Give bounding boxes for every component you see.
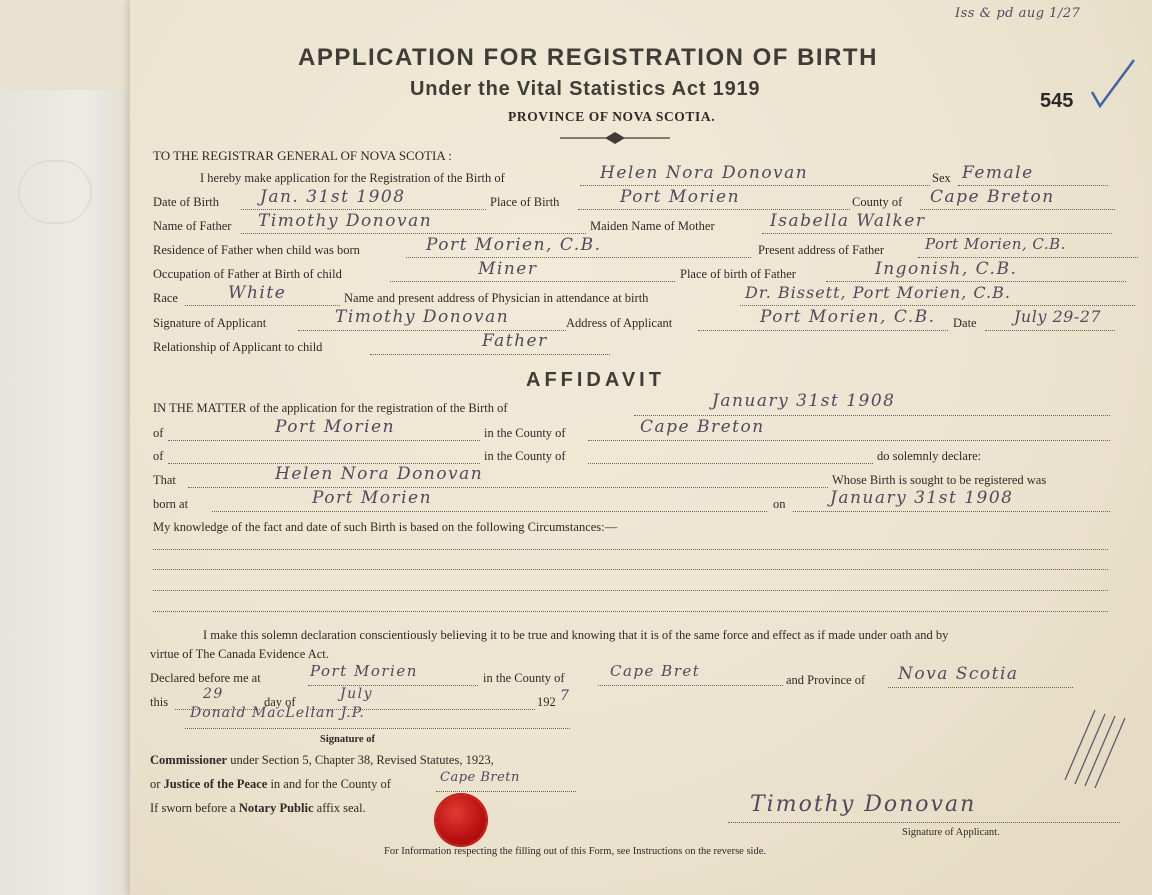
matter-value: January 31st 1908 — [712, 391, 896, 411]
father-pob-label: Place of birth of Father — [680, 267, 796, 281]
dotted-line — [793, 511, 1110, 512]
wax-seal — [436, 795, 486, 845]
knowledge-label: My knowledge of the fact and date of such Birth is based on the following Circumstances:— — [153, 520, 618, 534]
affidavit-heading: AFFIDAVIT — [526, 369, 665, 391]
address-value: Port Morien, C.B. — [760, 307, 936, 327]
dotted-line — [406, 257, 751, 258]
province-value: Nova Scotia — [898, 664, 1019, 684]
whose-label: Whose Birth is sought to be registered was — [832, 473, 1047, 487]
dotted-line — [188, 487, 828, 488]
of-value: Port Morien — [275, 417, 396, 437]
pob-label: Place of Birth — [490, 195, 560, 209]
jp-line — [150, 777, 391, 792]
address-label: Address of Applicant — [566, 316, 673, 330]
province-heading: PROVINCE OF NOVA SCOTIA. — [508, 109, 716, 124]
circumstances-line — [153, 549, 1108, 550]
dob-label: Date of Birth — [153, 195, 219, 209]
dotted-line — [241, 209, 486, 210]
notary-title: Notary Public — [238, 801, 314, 815]
sex-label: Sex — [932, 171, 951, 185]
dotted-line — [588, 463, 873, 464]
jp-title: Justice of the Peace — [163, 777, 268, 791]
physician-label: Name and present address of Physician in attendance at birth — [344, 291, 649, 305]
mother-value: Isabella Walker — [770, 211, 926, 231]
jp-text: in and for the County of — [270, 777, 391, 791]
dob-value: Jan. 31st 1908 — [260, 187, 406, 207]
father-label: Name of Father — [153, 219, 232, 233]
circumstances-line — [153, 569, 1108, 570]
applicant-signature-label: Signature of Applicant. — [902, 827, 1000, 838]
day-value: 29 — [203, 686, 224, 702]
dotted-line — [578, 209, 850, 210]
dotted-line — [920, 209, 1115, 210]
declared-label: Declared before me at — [150, 671, 261, 685]
matter-label: IN THE MATTER of the application for the registration of the Birth of — [153, 401, 508, 415]
date-value: July 29-27 — [1014, 307, 1102, 326]
county-label: in the County of — [484, 426, 566, 440]
month-value: July — [340, 686, 374, 702]
dotted-line — [634, 415, 1110, 416]
underlying-sheet — [0, 90, 136, 895]
mother-label: Maiden Name of Mother — [590, 219, 715, 233]
form-subtitle: Under the Vital Statistics Act 1919 — [410, 78, 761, 100]
dotted-line — [580, 185, 930, 186]
declaration-text-1: I make this solemn declaration conscientiously believing it to be true and knowing that it is of the same force and effect as if made under oath and by — [203, 628, 949, 642]
year-value: 7 — [560, 688, 571, 704]
dotted-line — [740, 305, 1135, 306]
born-label: born at — [153, 497, 189, 511]
commissioner-line — [150, 753, 494, 768]
pob-value: Port Morien — [620, 187, 741, 207]
father-pob-value: Ingonish, C.B. — [875, 259, 1018, 279]
notary-line — [150, 801, 366, 816]
jp-county-value: Cape Bretn — [440, 770, 520, 785]
present-address-value: Port Morien, C.B. — [925, 235, 1066, 253]
declaration-text-2: virtue of The Canada Evidence Act. — [150, 647, 329, 661]
physician-value: Dr. Bissett, Port Morien, C.B. — [745, 283, 1011, 302]
dotted-line — [390, 281, 675, 282]
dotted-line — [185, 728, 570, 729]
dotted-line — [241, 233, 586, 234]
corner-note: Iss & pd aug 1/27 — [955, 6, 1081, 21]
commissioner-text: under Section 5, Chapter 38, Revised Statutes, 1923, — [230, 753, 494, 767]
day-of-label: day of — [264, 695, 296, 709]
on-value: January 31st 1908 — [830, 488, 1014, 508]
dotted-line — [185, 305, 340, 306]
dotted-line — [212, 511, 767, 512]
declared-value: Port Morien — [310, 662, 418, 680]
residence-label: Residence of Father when child was born — [153, 243, 360, 257]
dotted-line — [888, 687, 1073, 688]
relationship-label: Relationship of Applicant to child — [153, 340, 323, 354]
father-value: Timothy Donovan — [258, 211, 433, 231]
that-label: That — [153, 473, 176, 487]
dotted-line — [826, 281, 1126, 282]
commissioner-signature: Donald MacLellan J.P. — [190, 705, 365, 721]
dotted-line — [168, 440, 480, 441]
relationship-value: Father — [482, 331, 548, 351]
born-value: Port Morien — [312, 488, 433, 508]
county2-label: in the County of — [484, 449, 566, 463]
commissioner-title: Commissioner — [150, 753, 228, 767]
dotted-line — [598, 685, 783, 686]
declare-label: do solemnly declare: — [877, 449, 982, 463]
dotted-line — [958, 185, 1108, 186]
present-address-label: Present address of Father — [758, 243, 885, 257]
residence-value: Port Morien, C.B. — [426, 235, 602, 255]
of2-label: of — [153, 449, 164, 463]
county-value: Cape Breton — [640, 417, 765, 437]
applicant-final-signature: Timothy Donovan — [750, 792, 977, 817]
occupation-value: Miner — [478, 259, 538, 279]
dotted-line — [588, 440, 1110, 441]
footer-note: For Information respecting the filling out of this Form, see Instructions on the reverse side. — [384, 846, 767, 857]
applicant-signature-value: Timothy Donovan — [335, 307, 510, 327]
dotted-line — [985, 330, 1115, 331]
dotted-line — [370, 354, 610, 355]
date-label: Date — [953, 316, 977, 330]
on-label: on — [773, 497, 786, 511]
form-title: APPLICATION FOR REGISTRATION OF BIRTH — [298, 44, 878, 71]
intro-label: I hereby make application for the Registration of the Birth of — [200, 171, 505, 185]
check-mark — [1088, 56, 1138, 110]
sex-value: Female — [962, 163, 1034, 183]
dotted-line — [698, 330, 948, 331]
in-county-label: in the County of — [483, 671, 565, 685]
form-number: 545 — [1040, 90, 1074, 112]
circumstances-line — [153, 590, 1108, 591]
dotted-line — [918, 257, 1138, 258]
this-label: this — [150, 695, 169, 709]
race-value: White — [228, 283, 287, 303]
in-county-value: Cape Bret — [610, 662, 701, 680]
signature-of-label: Signature of — [320, 734, 375, 745]
pen-strokes — [1045, 700, 1135, 790]
dotted-line — [308, 685, 478, 686]
child-name-value: Helen Nora Donovan — [600, 163, 809, 183]
dotted-line — [728, 822, 1120, 823]
race-label: Race — [153, 291, 178, 305]
signature-label: Signature of Applicant — [153, 316, 267, 330]
occupation-label: Occupation of Father at Birth of child — [153, 267, 342, 281]
ghost-stamp — [18, 160, 92, 224]
addressee: TO THE REGISTRAR GENERAL OF NOVA SCOTIA : — [153, 148, 452, 163]
year-prefix: 192 — [537, 695, 556, 709]
ornament-divider — [560, 131, 670, 145]
notary-post: affix seal. — [316, 801, 366, 815]
that-value: Helen Nora Donovan — [275, 464, 484, 484]
county-value: Cape Breton — [930, 187, 1055, 207]
county-label: County of — [852, 195, 903, 209]
circumstances-line — [153, 611, 1108, 612]
or-label: or — [150, 777, 161, 791]
dotted-line — [436, 791, 576, 792]
province-label: and Province of — [786, 673, 866, 687]
of-label: of — [153, 426, 164, 440]
notary-pre: If sworn before a — [150, 801, 236, 815]
dotted-line — [762, 233, 1112, 234]
